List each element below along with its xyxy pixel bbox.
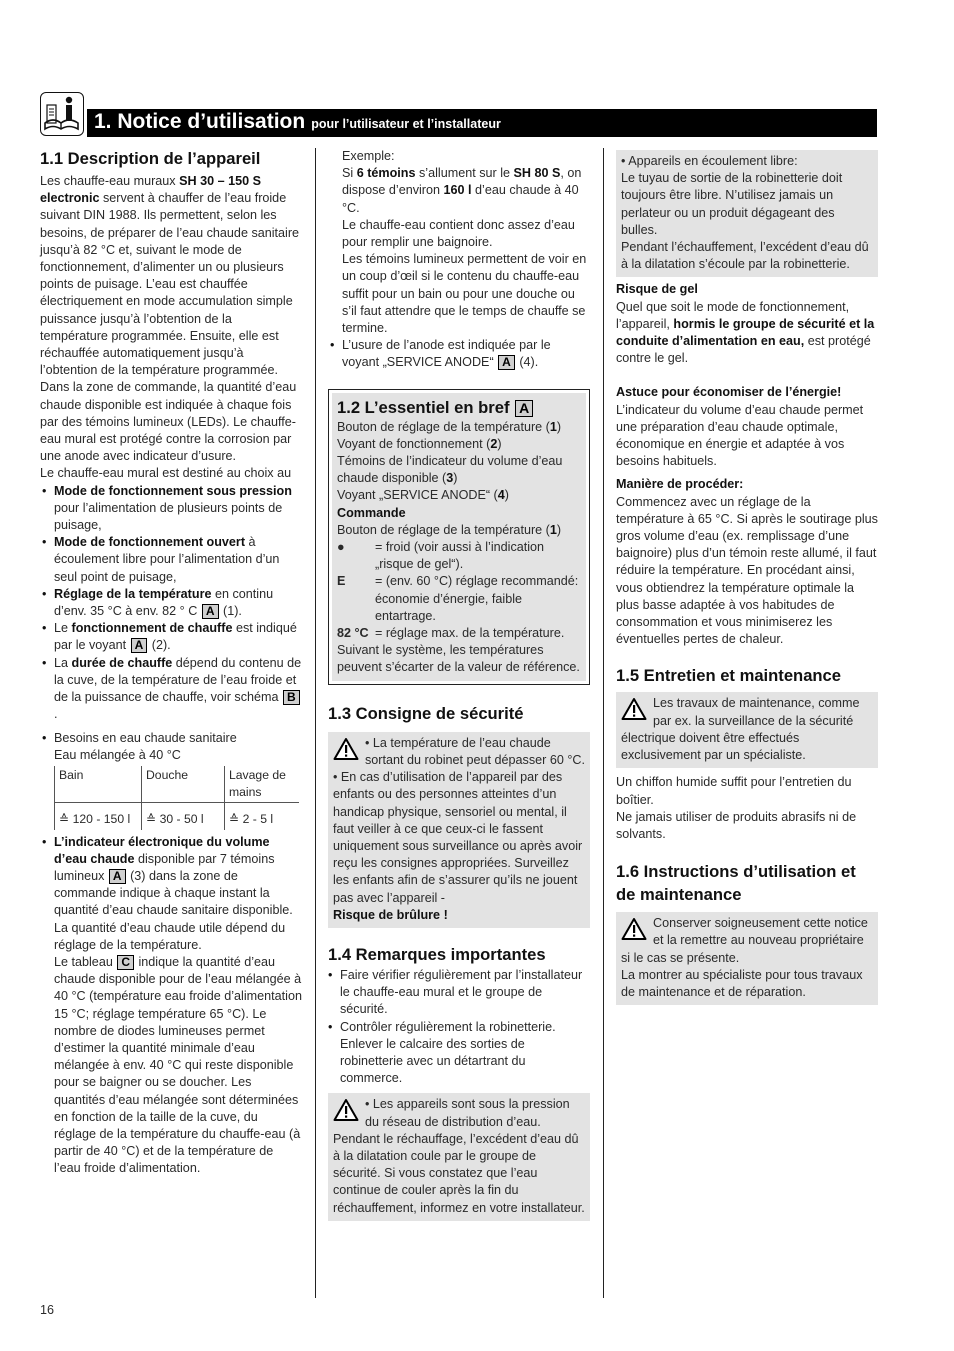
ref-line: Bouton de réglage de la température (1) — [337, 419, 562, 434]
maintenance-warning-box — [616, 692, 878, 768]
maintenance-paragraph: Ne jamais utiliser de produits abrasifs ni de solvants. — [616, 809, 857, 841]
setting-row: ● = froid (voir aussi à l’indication „risque de gel“). — [337, 540, 545, 572]
example-block — [328, 148, 590, 337]
warning-text: Pendant le réchauffage, l’excédent d’eau dû à la dilatation coule par le groupe de sécurité. Si vous constatez que l’eau continue de couler après la fin du réchauffement, informez en votre installateur. — [333, 1131, 585, 1215]
list-item: • Le fonctionnement de chauffe est indiqué par le voyant A (2). — [40, 620, 302, 654]
table-header: Lavage de mains — [225, 766, 300, 803]
open-outlet-info-box — [616, 150, 878, 277]
warning-text: La montrer au spécialiste pour tous travaux de maintenance et de réparation. — [621, 967, 863, 999]
figure-key-a: A — [498, 355, 515, 370]
usage-intro: Le chauffe-eau mural est destiné au choix au — [40, 466, 292, 481]
list-item: • Réglage de la température en continu d’env. 35 °C à env. 82 ° C A (1). — [40, 586, 302, 620]
column-divider — [315, 148, 316, 1298]
description-paragraph: Les chauffe-eau muraux SH 30 – 150 S electronic servent à chauffer de l’eau froide suivant DIN 1988. Ils permettent, selon les besoins, de préparer de l’eau chaude sanitaire jusqu’à 82 °C et, suivant le mode de fonctionnement, d’alimenter un ou plusieurs points de puisage. L’eau est chauffée électriquement en mode accumulation simple puissance jusqu’à l’obtention de la température programmée. Ensuite, elle est réchauffée automatiquement jusqu’à l’obtention de la température programmée. Dans la zone de commande, la quantité d’eau chaude disponible est indiquée à chaque fois par des témoins lumineux (LEDs). Le chauffe-eau mural est protégé contre la corrosion par une anode avec indicateur d’usure. — [40, 174, 300, 464]
column-3 — [616, 148, 878, 1005]
figure-key-c: C — [117, 955, 134, 970]
warning-icon — [333, 737, 359, 761]
figure-key-a: A — [109, 869, 126, 884]
procedure-paragraph: Commencez avec un réglage de la température à 65 °C. Si après le soutirage plus gros volume d’eau (ex. remplissage d’une baignoire) plus d’un témoin reste allumé, il faut réduire la température. En procédant ainsi, vous obtiendrez la température optimale la plus basse adaptée à vos habitudes de consommation et vous minimiserez les éventuelles pertes de chaleur. — [616, 494, 878, 647]
list-item: • Mode de fonctionnement ouvert à écoulement libre pour l’alimentation d’un seul point de puisage, — [40, 534, 302, 586]
page-title: 1. Notice d’utilisation — [94, 110, 306, 133]
feature-list — [40, 483, 302, 764]
section-title-1-5: 1.5 Entretien et maintenance — [616, 666, 842, 686]
figure-key-b: B — [283, 690, 300, 705]
warning-text: Conserver soigneusement cette notice et la remettre au nouveau propriétaire si le cas se présente. — [621, 916, 868, 965]
ref-line: Bouton de réglage de la température (1) — [337, 522, 562, 537]
section-title-1-6: 1.6 Instructions d’utilisation et de maintenance — [616, 862, 856, 905]
figure-key-a: A — [515, 400, 533, 417]
column-2 — [328, 148, 590, 1221]
list-item: • Faire vérifier régulièrement par l’installateur le chauffe-eau mural et le groupe de sécurité. — [326, 967, 590, 1019]
section-title-1-3: 1.3 Consigne de sécurité — [328, 703, 524, 723]
safety-warning-box — [328, 732, 590, 928]
table-cell: ≙ 30 - 50 l — [142, 803, 225, 830]
quick-reference-box — [328, 389, 590, 685]
ref-line: Voyant de fonctionnement (2) — [337, 436, 502, 451]
column-1 — [40, 148, 302, 1178]
table-header: Bain — [55, 766, 142, 803]
command-heading: Commande — [337, 505, 406, 520]
table-header: Douche — [142, 766, 225, 803]
frost-risk-heading: Risque de gel — [616, 282, 698, 297]
ref-line: Voyant „SERVICE ANODE“ (4) — [337, 488, 509, 503]
list-item: • Contrôler régulièrement la robinetterie. Enlever le calcaire des sorties de robinetterie avec un détartrant du commerce. — [326, 1019, 590, 1088]
page-subtitle: pour l’utilisateur et l’installateur — [311, 117, 501, 131]
warning-icon — [333, 1098, 359, 1122]
energy-tip-paragraph: L’indicateur du volume d’eau chaude permet une préparation d’eau chaude optimale, économique en énergie et adaptée à vos besoins habituels. — [616, 402, 864, 469]
anode-list — [328, 337, 590, 371]
section-title-1-1: 1.1 Description de l’appareil — [40, 149, 261, 168]
setting-row: 82 °C = réglage max. de la température. — [337, 626, 565, 641]
list-item: • L’indicateur électronique du volume d’eau chaude disponible par 7 témoins lumineux A (3) dans la zone de commande indique à chaque instant la quantité d’eau chaude sanitaire disponible. La quantité d’eau chaude utile dépend du réglage de la température. — [40, 834, 302, 954]
table-cell: ≙ 2 - 5 l — [225, 803, 300, 830]
procedure-heading: Manière de procéder: — [616, 477, 744, 492]
section-header-bar — [87, 109, 877, 137]
ref-line: Témoins de l’indicateur du volume d’eau chaude disponible (3) — [337, 454, 563, 486]
warning-text: • Les appareils sont sous la pression du réseau de distribution d’eau. — [365, 1097, 570, 1129]
setting-row: E = (env. 60 °C) réglage recommandé: économie d’énergie, faible entartrage. — [337, 574, 579, 623]
info-text: • Appareils en écoulement libre: — [621, 154, 798, 168]
indicator-list — [40, 834, 302, 954]
example-paragraph: Le chauffe-eau contient donc assez d’eau pour remplir une baignoire. — [342, 217, 575, 250]
list-item: • Mode de fonctionnement sous pression pour l’alimentation de plusieurs points de puisage, — [40, 483, 302, 535]
page-number: 16 — [40, 1303, 55, 1317]
info-text: Pendant l’échauffement, l’excédent d’eau dû à la dilatation s’écoule par la robinetterie. — [621, 240, 869, 272]
ref-footnote: Suivant le système, les températures peuvent s’écarter de la valeur de référence. — [337, 643, 580, 675]
warning-icon — [621, 917, 647, 941]
indicator-table-paragraph: Le tableau C indique la quantité d’eau chaude disponible pour de l’eau mélangée à 40 °C (température eau froide d’alimentation 15 °C; réglage température 65 °C). Le nombre de diodes lumineuses permet d’estimer la quantité minimale d’eau mélangée à env. 40 °C qui reste disponible pour se baigner ou se doucher. Les quantités d’eau mélangée sont déterminées en fonction de la taille de la cuve, du réglage de la température du chauffe-eau (à partir de 40 °C) et de la température de l’eau froide d’alimentation. — [54, 954, 302, 1176]
water-demand-table — [54, 766, 299, 830]
section-title-1-2: 1.2 L’essentiel en bref A — [337, 397, 581, 418]
remarks-list — [326, 967, 590, 1087]
list-item: • La durée de chauffe dépend du contenu de la cuve, de la température de l’eau froide et de la puissance de chauffe, voir schéma B. — [40, 655, 302, 724]
example-label: Exemple: — [342, 149, 395, 163]
example-paragraph: Si 6 témoins s’allument sur le SH 80 S, on dispose d’environ 160 l d’eau chaude à 40 °C. — [342, 166, 582, 215]
list-item: • Besoins en eau chaude sanitaire Eau mélangée à 40 °C — [40, 730, 302, 764]
warning-text: • En cas d’utilisation de l’appareil par des enfants ou des personnes atteintes d’un handicap physique, sensoriel ou mental, il faut veiller à ce que ceux-ci le fassent uniquement sous surveillance ou après avoir reçu les consignes appropriées. Surveillez les enfants afin de s’assurer qu’ils ne jouent pas avec l’appareil - Risque de brûlure ! — [333, 770, 583, 922]
column-divider — [603, 148, 604, 1298]
info-text: Le tuyau de sortie de la robinetterie doit toujours être libre. N’utilisez jamais un perlateur ou un produit dégageant des bulles. — [621, 171, 843, 237]
maintenance-paragraph: Un chiffon humide suffit pour l’entretien du boîtier. — [616, 775, 852, 807]
table-cell: ≙ 120 - 150 l — [55, 803, 142, 830]
instructions-warning-box — [616, 912, 878, 1005]
example-paragraph: Les témoins lumineux permettent de voir en un coup d’œil si le contenu du chauffe-eau suffit pour un bain ou pour une douche ou s’il faut attendre que le temps de chauffe se termine. — [342, 252, 587, 336]
warning-text: • La température de l’eau chaude sortant du robinet peut dépasser 60 °C. — [365, 735, 585, 767]
pressure-warning-box — [328, 1093, 590, 1220]
figure-key-a: A — [131, 638, 148, 653]
user-manual-icon — [40, 92, 84, 136]
list-item: • L’usure de l’anode est indiquée par le voyant „SERVICE ANODE“ A (4). — [328, 337, 590, 371]
warning-icon — [621, 697, 647, 721]
section-title-1-4: 1.4 Remarques importantes — [328, 944, 546, 964]
figure-key-a: A — [202, 604, 219, 619]
energy-tip-heading: Astuce pour économiser de l’énergie! — [616, 385, 842, 400]
warning-text: Les travaux de maintenance, comme par ex. la surveillance de la sécurité électrique doivent être effectués exclusivement par un spécialiste. — [621, 696, 860, 763]
frost-risk-paragraph: Quel que soit le mode de fonctionnement, l’appareil, hormis le groupe de sécurité et la conduite d’alimentation en eau, est protégé contre le gel. — [616, 299, 875, 366]
